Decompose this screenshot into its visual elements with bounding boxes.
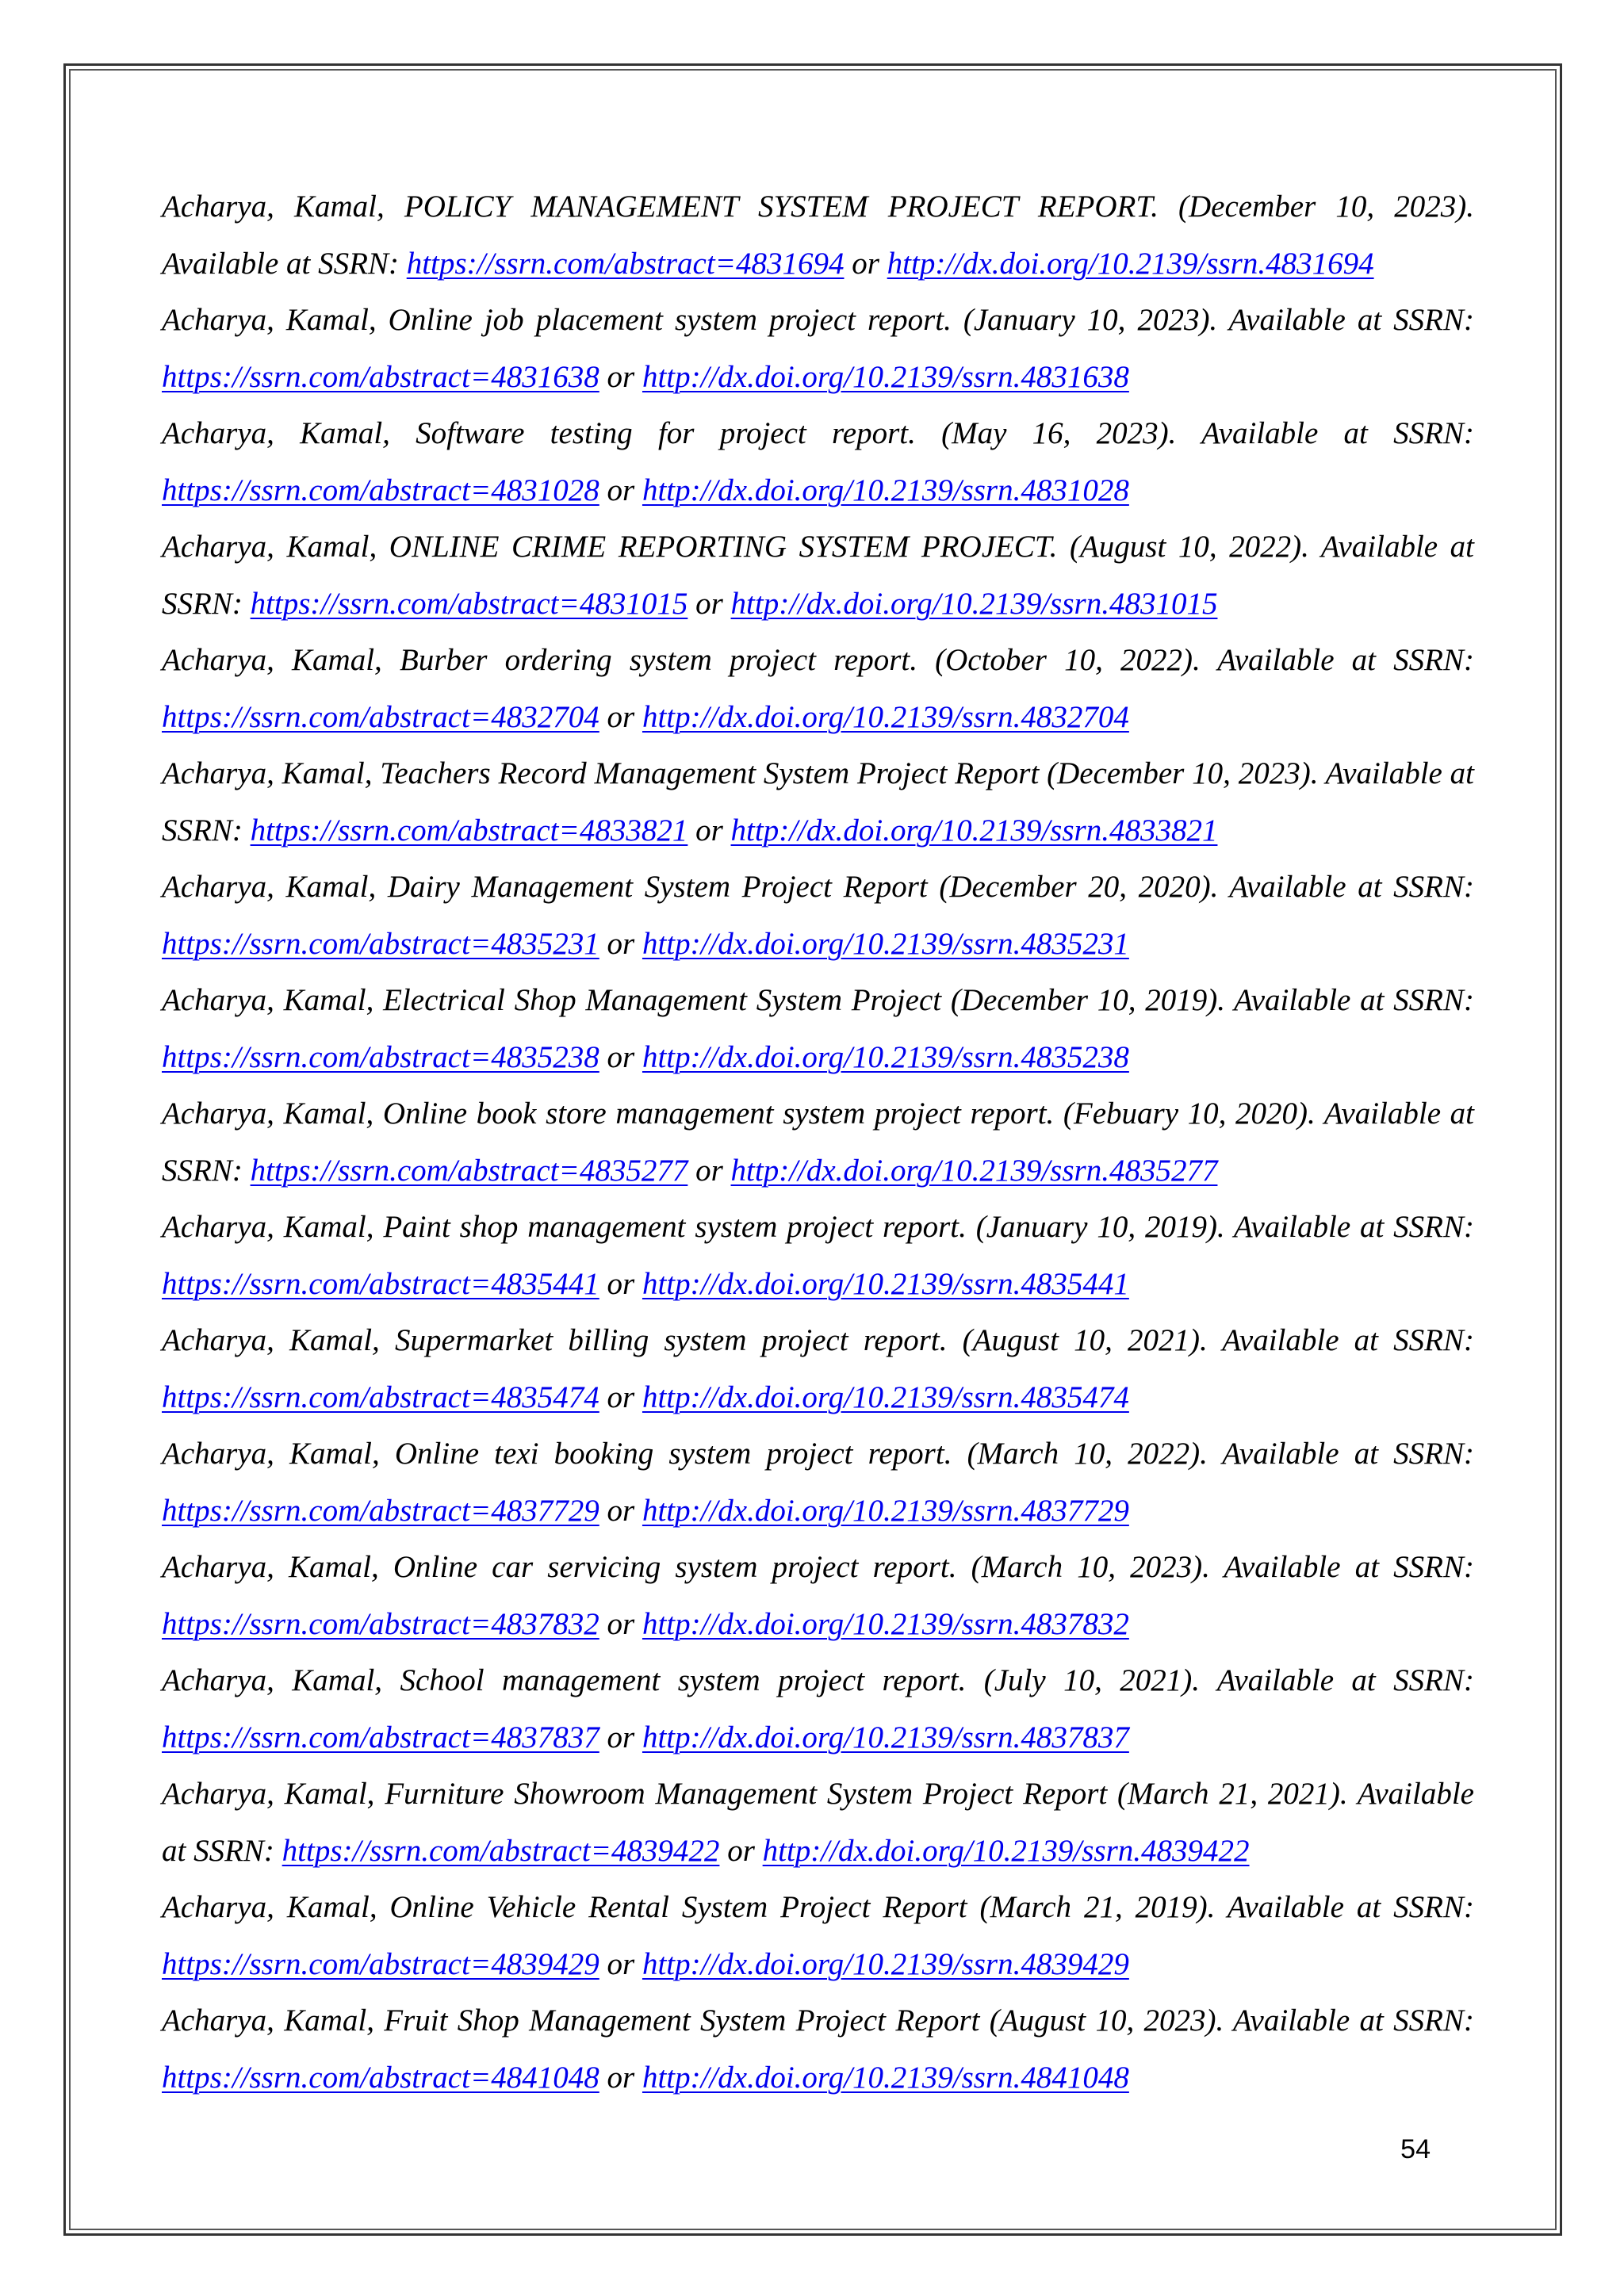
ssrn-abstract-link[interactable]: https://ssrn.com/abstract=4835231: [162, 926, 599, 961]
reference-text: Acharya, Kamal, Burber ordering system project report. (October 10, 2022). Available at SSRN:: [162, 643, 1474, 677]
reference-entry: [162, 1879, 1474, 1992]
reference-entry: [162, 1312, 1474, 1425]
reference-separator: or: [599, 1380, 642, 1414]
reference-entry: [162, 1539, 1474, 1652]
reference-entry: [162, 519, 1474, 632]
reference-entry: [162, 1652, 1474, 1766]
reference-text: Acharya, Kamal, Furniture Showroom Management System Project Report (March 21, 2021). Available at SSRN:: [162, 1777, 1474, 1868]
reference-text: Acharya, Kamal, Electrical Shop Management System Project (December 10, 2019). Available at SSRN:: [162, 983, 1474, 1017]
ssrn-abstract-link[interactable]: https://ssrn.com/abstract=4831015: [250, 586, 688, 621]
doi-link[interactable]: http://dx.doi.org/10.2139/ssrn.4835277: [730, 1153, 1218, 1188]
reference-entry: [162, 1766, 1474, 1879]
doi-link[interactable]: http://dx.doi.org/10.2139/ssrn.4831638: [642, 359, 1129, 394]
reference-separator: or: [599, 1493, 642, 1528]
doi-link[interactable]: http://dx.doi.org/10.2139/ssrn.4837837: [642, 1720, 1129, 1755]
doi-link[interactable]: http://dx.doi.org/10.2139/ssrn.4835231: [642, 926, 1129, 961]
reference-separator: or: [719, 1833, 763, 1868]
reference-text: Acharya, Kamal, School management system project report. (July 10, 2021). Available at SSRN:: [162, 1663, 1474, 1697]
ssrn-abstract-link[interactable]: https://ssrn.com/abstract=4831638: [162, 359, 599, 394]
ssrn-abstract-link[interactable]: https://ssrn.com/abstract=4831694: [406, 246, 845, 281]
reference-entry: [162, 859, 1474, 972]
reference-separator: or: [599, 359, 642, 394]
reference-entry: [162, 292, 1474, 405]
reference-text: Acharya, Kamal, Online book store management system project report. (Febuary 10, 2020). Available at SSRN:: [162, 1096, 1474, 1188]
reference-separator: or: [599, 1606, 642, 1641]
reference-separator: or: [599, 1039, 642, 1074]
reference-separator: or: [599, 926, 642, 961]
reference-text: Acharya, Kamal, Supermarket billing system project report. (August 10, 2021). Available at SSRN:: [162, 1323, 1474, 1357]
reference-entry: [162, 178, 1474, 292]
ssrn-abstract-link[interactable]: https://ssrn.com/abstract=4837832: [162, 1606, 599, 1641]
reference-text: Acharya, Kamal, Dairy Management System Project Report (December 20, 2020). Available at SSRN:: [162, 870, 1474, 904]
reference-text: Acharya, Kamal, Online car servicing system project report. (March 10, 2023). Available at SSRN:: [162, 1550, 1474, 1584]
doi-link[interactable]: http://dx.doi.org/10.2139/ssrn.4835441: [642, 1266, 1129, 1301]
ssrn-abstract-link[interactable]: https://ssrn.com/abstract=4839422: [282, 1833, 720, 1868]
ssrn-abstract-link[interactable]: https://ssrn.com/abstract=4835277: [250, 1153, 688, 1188]
reference-entry: [162, 405, 1474, 519]
ssrn-abstract-link[interactable]: https://ssrn.com/abstract=4839429: [162, 1946, 599, 1981]
reference-text: Acharya, Kamal, Paint shop management system project report. (January 10, 2019). Available at SSRN:: [162, 1210, 1474, 1244]
reference-entry: [162, 972, 1474, 1085]
ssrn-abstract-link[interactable]: https://ssrn.com/abstract=4841048: [162, 2060, 599, 2095]
reference-separator: or: [688, 813, 731, 848]
reference-entry: [162, 1425, 1474, 1539]
reference-separator: or: [599, 1946, 642, 1981]
reference-separator: or: [688, 1153, 731, 1188]
ssrn-abstract-link[interactable]: https://ssrn.com/abstract=4832704: [162, 699, 599, 734]
reference-text: Acharya, Kamal, Online Vehicle Rental System Project Report (March 21, 2019). Available at SSRN:: [162, 1890, 1474, 1924]
reference-entry: [162, 1085, 1474, 1199]
reference-separator: or: [844, 246, 887, 281]
doi-link[interactable]: http://dx.doi.org/10.2139/ssrn.4835238: [642, 1039, 1129, 1074]
reference-text: Acharya, Kamal, Software testing for project report. (May 16, 2023). Available at SSRN:: [162, 416, 1474, 450]
ssrn-abstract-link[interactable]: https://ssrn.com/abstract=4835441: [162, 1266, 599, 1301]
ssrn-abstract-link[interactable]: https://ssrn.com/abstract=4833821: [250, 813, 688, 848]
ssrn-abstract-link[interactable]: https://ssrn.com/abstract=4837729: [162, 1493, 599, 1528]
reference-entry: [162, 1992, 1474, 2106]
reference-entry: [162, 745, 1474, 859]
reference-text: Acharya, Kamal, Online job placement system project report. (January 10, 2023). Available at SSRN:: [162, 303, 1474, 337]
doi-link[interactable]: http://dx.doi.org/10.2139/ssrn.4835474: [642, 1380, 1129, 1414]
doi-link[interactable]: http://dx.doi.org/10.2139/ssrn.4837729: [642, 1493, 1129, 1528]
reference-text: Acharya, Kamal, Teachers Record Management System Project Report (December 10, 2023). Available at SSRN:: [162, 756, 1474, 848]
reference-text: Acharya, Kamal, Fruit Shop Management System Project Report (August 10, 2023). Available at SSRN:: [162, 2003, 1474, 2038]
reference-separator: or: [688, 586, 731, 621]
doi-link[interactable]: http://dx.doi.org/10.2139/ssrn.4833821: [730, 813, 1218, 848]
doi-link[interactable]: http://dx.doi.org/10.2139/ssrn.4831028: [642, 473, 1129, 507]
reference-separator: or: [599, 699, 642, 734]
doi-link[interactable]: http://dx.doi.org/10.2139/ssrn.4839429: [642, 1946, 1129, 1981]
reference-separator: or: [599, 1266, 642, 1301]
reference-separator: or: [599, 2060, 642, 2095]
doi-link[interactable]: http://dx.doi.org/10.2139/ssrn.4839422: [762, 1833, 1250, 1868]
doi-link[interactable]: http://dx.doi.org/10.2139/ssrn.4837832: [642, 1606, 1129, 1641]
ssrn-abstract-link[interactable]: https://ssrn.com/abstract=4837837: [162, 1720, 599, 1755]
doi-link[interactable]: http://dx.doi.org/10.2139/ssrn.4841048: [642, 2060, 1129, 2095]
ssrn-abstract-link[interactable]: https://ssrn.com/abstract=4835238: [162, 1039, 599, 1074]
doi-link[interactable]: http://dx.doi.org/10.2139/ssrn.4831694: [887, 246, 1374, 281]
page-number: 54: [1400, 2134, 1431, 2164]
reference-list: [162, 178, 1474, 2106]
reference-entry: [162, 632, 1474, 745]
doi-link[interactable]: http://dx.doi.org/10.2139/ssrn.4831015: [730, 586, 1218, 621]
reference-entry: [162, 1199, 1474, 1312]
reference-text: Acharya, Kamal, ONLINE CRIME REPORTING SYSTEM PROJECT. (August 10, 2022). Available at SSRN:: [162, 530, 1474, 621]
reference-text: Acharya, Kamal, POLICY MANAGEMENT SYSTEM PROJECT REPORT. (December 10, 2023). Available at SSRN:: [162, 189, 1474, 281]
reference-separator: or: [599, 473, 642, 507]
ssrn-abstract-link[interactable]: https://ssrn.com/abstract=4835474: [162, 1380, 599, 1414]
ssrn-abstract-link[interactable]: https://ssrn.com/abstract=4831028: [162, 473, 599, 507]
reference-text: Acharya, Kamal, Online texi booking system project report. (March 10, 2022). Available at SSRN:: [162, 1437, 1474, 1471]
reference-separator: or: [599, 1720, 642, 1755]
doi-link[interactable]: http://dx.doi.org/10.2139/ssrn.4832704: [642, 699, 1129, 734]
